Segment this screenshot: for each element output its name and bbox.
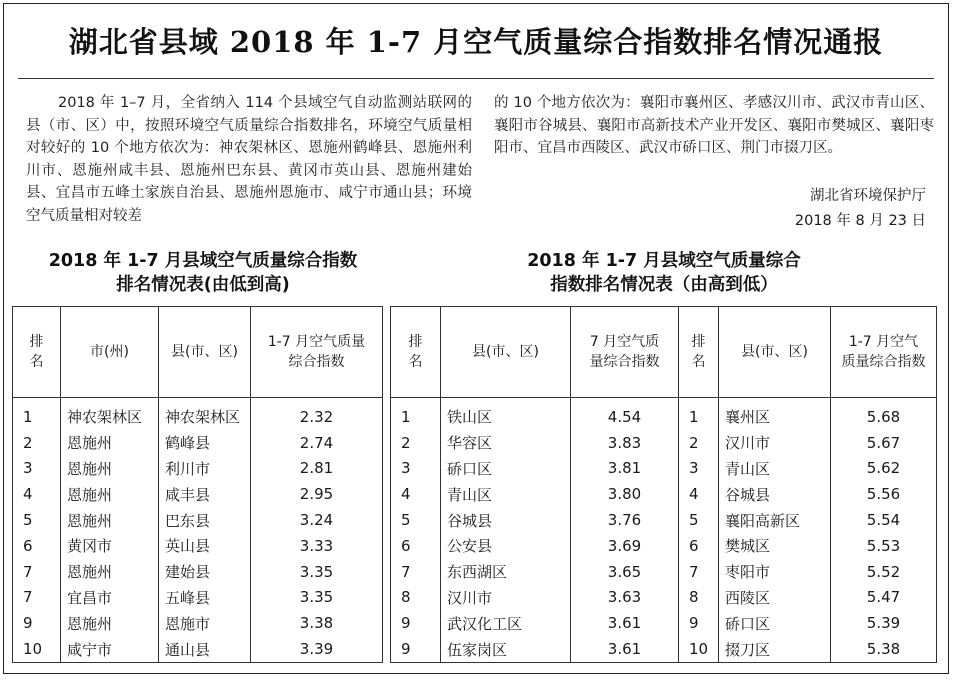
table-row (391, 636, 937, 662)
county-cell: 东西湖区 (441, 559, 571, 585)
rank-cell: 7 (391, 559, 441, 585)
july-index-cell: 3.63 (571, 585, 679, 611)
left-table-caption (18, 249, 388, 297)
county-cell: 英山县 (159, 533, 251, 559)
county2-cell: 硚口区 (719, 610, 831, 636)
city-cell: 恩施州 (61, 456, 159, 482)
index-cell: 3.38 (251, 610, 383, 636)
rank2-cell: 1 (679, 398, 719, 430)
table-row (391, 398, 937, 430)
rank-cell: 3 (391, 456, 441, 482)
index-cell: 2.32 (251, 398, 383, 430)
index2-cell: 5.53 (831, 533, 937, 559)
rank-cell: 1 (391, 398, 441, 430)
rank-cell: 5 (391, 507, 441, 533)
county-cell: 五峰县 (159, 585, 251, 611)
city-cell: 宜昌市 (61, 585, 159, 611)
right-table-body (391, 398, 937, 663)
table-row (13, 430, 383, 456)
ranking-table-low-to-high (12, 306, 383, 663)
rank-cell: 8 (391, 585, 441, 611)
index2-cell: 5.38 (831, 636, 937, 662)
notice-title: 湖北省县域 2018 年 1-7 月空气质量综合指数排名情况通报 (68, 25, 884, 59)
table-row (13, 559, 383, 585)
table-row (13, 507, 383, 533)
county2-cell: 青山区 (719, 456, 831, 482)
rank2-cell: 9 (679, 610, 719, 636)
rank2-cell: 5 (679, 507, 719, 533)
index2-cell: 5.62 (831, 456, 937, 482)
rank-cell: 7 (13, 585, 61, 611)
table-row (13, 610, 383, 636)
county-cell: 利川市 (159, 456, 251, 482)
left-caption-line-1: 2018 年 1-7 月县域空气质量综合指数 (48, 251, 358, 271)
july-index-cell: 4.54 (571, 398, 679, 430)
county2-header: 县(市、区) (719, 307, 831, 398)
county-cell: 通山县 (159, 636, 251, 662)
table-row (391, 610, 937, 636)
county2-cell: 襄阳高新区 (719, 507, 831, 533)
county-cell: 汉川市 (441, 585, 571, 611)
county-cell: 公安县 (441, 533, 571, 559)
index2-cell: 5.47 (831, 585, 937, 611)
right-table-caption (404, 249, 924, 297)
city-cell: 恩施州 (61, 507, 159, 533)
city-header: 市(州) (61, 307, 159, 398)
index-cell: 2.81 (251, 456, 383, 482)
county2-cell: 枣阳市 (719, 559, 831, 585)
july-index-cell: 3.65 (571, 559, 679, 585)
intro-paragraph-left: 2018 年 1–7 月，全省纳入 114 个县域空气自动监测站联网的县（市、区）中，按照环境空气质量综合指数排名，环境空气质量相对较好的 10 个地方依次为：神农架林区、恩施州鹤峰县、恩施州利川市、恩施州咸丰县、恩施州巴东县、黄冈市英山县、恩施州建始县、宜昌市五峰土家族自治县、恩施州恩施市、咸宁市通山县；环境空气质量相对较差 (26, 95, 472, 224)
county-header: 县(市、区) (159, 307, 251, 398)
county2-cell: 掇刀区 (719, 636, 831, 662)
rank2-cell: 7 (679, 559, 719, 585)
table-row (391, 481, 937, 507)
county2-cell: 谷城县 (719, 481, 831, 507)
table-row (391, 430, 937, 456)
index-cell: 2.95 (251, 481, 383, 507)
july-index-cell: 3.76 (571, 507, 679, 533)
index2-cell: 5.39 (831, 610, 937, 636)
index-cell: 3.33 (251, 533, 383, 559)
rank2-cell: 6 (679, 533, 719, 559)
rank2-cell: 4 (679, 481, 719, 507)
county2-cell: 汉川市 (719, 430, 831, 456)
rank2-cell: 2 (679, 430, 719, 456)
right-caption-line-2: 指数排名情况表（由高到低） (550, 275, 778, 295)
rank-cell: 6 (13, 533, 61, 559)
issuer-signature: 湖北省环境保护厅 (810, 188, 926, 204)
table-row (391, 559, 937, 585)
rank-cell: 9 (13, 610, 61, 636)
rank-cell: 4 (13, 481, 61, 507)
index2-header: 1-7 月空气 质量综合指数 (831, 307, 937, 398)
index-cell: 2.74 (251, 430, 383, 456)
right-caption-line-1: 2018 年 1-7 月县域空气质量综合 (527, 251, 801, 271)
city-cell: 恩施州 (61, 610, 159, 636)
left-caption-line-2: 排名情况表(由低到高) (116, 275, 290, 295)
rank2-cell: 8 (679, 585, 719, 611)
index-cell: 3.39 (251, 636, 383, 662)
table-row (13, 398, 383, 430)
table-row (13, 585, 383, 611)
city-cell: 恩施州 (61, 430, 159, 456)
index-cell: 3.35 (251, 585, 383, 611)
index-cell: 3.24 (251, 507, 383, 533)
rank-cell: 10 (13, 636, 61, 662)
rank2-cell: 10 (679, 636, 719, 662)
rank-header: 排 名 (391, 307, 441, 398)
county-header: 县(市、区) (441, 307, 571, 398)
table-row (391, 507, 937, 533)
rank-cell: 6 (391, 533, 441, 559)
county-cell: 硚口区 (441, 456, 571, 482)
left-table-body (13, 398, 383, 663)
table-row (391, 533, 937, 559)
rank-cell: 5 (13, 507, 61, 533)
table-row (13, 636, 383, 662)
city-cell: 黄冈市 (61, 533, 159, 559)
city-cell: 恩施州 (61, 481, 159, 507)
county-cell: 建始县 (159, 559, 251, 585)
county-cell: 鹤峰县 (159, 430, 251, 456)
rank-cell: 7 (13, 559, 61, 585)
county-cell: 伍家岗区 (441, 636, 571, 662)
index2-cell: 5.52 (831, 559, 937, 585)
table-row (391, 585, 937, 611)
rank-cell: 2 (391, 430, 441, 456)
index-cell: 3.35 (251, 559, 383, 585)
city-cell: 咸宁市 (61, 636, 159, 662)
july-index-header: 7 月空气质 量综合指数 (571, 307, 679, 398)
index2-cell: 5.54 (831, 507, 937, 533)
county-cell: 巴东县 (159, 507, 251, 533)
rank2-cell: 3 (679, 456, 719, 482)
issue-date: 2018 年 8 月 23 日 (794, 213, 926, 229)
rank-cell: 1 (13, 398, 61, 430)
county2-cell: 襄州区 (719, 398, 831, 430)
ranking-table-high-to-low (390, 306, 937, 663)
table-row (391, 456, 937, 482)
intro-paragraph-right: 的 10 个地方依次为：襄阳市襄州区、孝感汉川市、武汉市青山区、襄阳市谷城县、襄阳市高新技术产业开发区、襄阳市樊城区、襄阳枣阳市、宜昌市西陵区、武汉市硚口区、荆门市掇刀区。 (494, 95, 934, 157)
rank-cell: 3 (13, 456, 61, 482)
county-cell: 谷城县 (441, 507, 571, 533)
county2-cell: 西陵区 (719, 585, 831, 611)
county-cell: 恩施市 (159, 610, 251, 636)
county-cell: 铁山区 (441, 398, 571, 430)
county-cell: 武汉化工区 (441, 610, 571, 636)
county-cell: 咸丰县 (159, 481, 251, 507)
index2-cell: 5.67 (831, 430, 937, 456)
county2-cell: 樊城区 (719, 533, 831, 559)
rank-cell: 4 (391, 481, 441, 507)
city-cell: 恩施州 (61, 559, 159, 585)
rank-header: 排 名 (13, 307, 61, 398)
july-index-cell: 3.61 (571, 610, 679, 636)
table-row (13, 456, 383, 482)
county-cell: 青山区 (441, 481, 571, 507)
table-row (13, 533, 383, 559)
rank2-header: 排 名 (679, 307, 719, 398)
july-index-cell: 3.81 (571, 456, 679, 482)
july-index-cell: 3.61 (571, 636, 679, 662)
rank-cell: 9 (391, 636, 441, 662)
city-cell: 神农架林区 (61, 398, 159, 430)
rank-cell: 2 (13, 430, 61, 456)
table-row (13, 481, 383, 507)
rank-cell: 9 (391, 610, 441, 636)
index2-cell: 5.68 (831, 398, 937, 430)
county-cell: 华容区 (441, 430, 571, 456)
table-header-row (391, 307, 937, 398)
july-index-cell: 3.83 (571, 430, 679, 456)
title-divider (18, 78, 934, 79)
july-index-cell: 3.69 (571, 533, 679, 559)
index-header: 1-7 月空气质量 综合指数 (251, 307, 383, 398)
table-header-row (13, 307, 383, 398)
index2-cell: 5.56 (831, 481, 937, 507)
county-cell: 神农架林区 (159, 398, 251, 430)
july-index-cell: 3.80 (571, 481, 679, 507)
